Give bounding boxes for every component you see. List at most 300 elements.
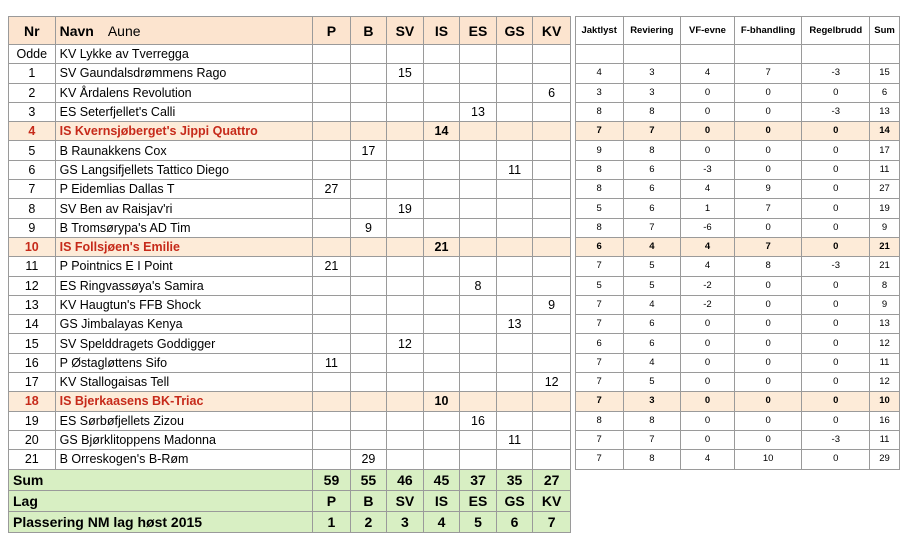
row-score-cell bbox=[496, 141, 533, 160]
row-nr: 1 bbox=[9, 64, 56, 83]
header-judge: Aune bbox=[107, 22, 141, 39]
header-row bbox=[9, 17, 900, 45]
row-result-cell: 8 bbox=[575, 160, 623, 179]
row-result-cell: 3 bbox=[623, 83, 681, 102]
row-score-cell bbox=[313, 199, 350, 218]
results-table bbox=[8, 16, 900, 533]
row-score-cell: 17 bbox=[350, 141, 386, 160]
row-score-cell bbox=[313, 160, 350, 179]
row-result-cell: 0 bbox=[681, 102, 735, 121]
footer-value: 37 bbox=[460, 469, 497, 490]
row-nr: 6 bbox=[9, 160, 56, 179]
row-result-cell: 0 bbox=[734, 353, 802, 372]
row-result-cell: 0 bbox=[802, 392, 870, 411]
row-result-cell: 0 bbox=[734, 218, 802, 237]
row-score-cell bbox=[460, 430, 497, 449]
row-score-cell bbox=[387, 237, 424, 256]
row-score-cell bbox=[460, 218, 497, 237]
row-result-cell: 7 bbox=[575, 295, 623, 314]
row-score-cell bbox=[387, 141, 424, 160]
row-score-cell bbox=[387, 315, 424, 334]
row-score-cell bbox=[313, 315, 350, 334]
row-score-cell bbox=[496, 64, 533, 83]
row-nr: 2 bbox=[9, 83, 56, 102]
row-nr: 19 bbox=[9, 411, 56, 430]
table-row bbox=[9, 276, 900, 295]
row-score-cell bbox=[350, 430, 386, 449]
row-result-cell: 4 bbox=[575, 64, 623, 83]
row-result-cell bbox=[681, 45, 735, 64]
row-result-cell: 7 bbox=[734, 199, 802, 218]
row-result-cell: 9 bbox=[870, 218, 900, 237]
row-result-cell: 7 bbox=[623, 218, 681, 237]
row-score-cell bbox=[496, 334, 533, 353]
row-score-cell bbox=[496, 237, 533, 256]
row-result-cell: -6 bbox=[681, 218, 735, 237]
row-nr: 5 bbox=[9, 141, 56, 160]
row-result-cell: 21 bbox=[870, 257, 900, 276]
row-nr: 17 bbox=[9, 373, 56, 392]
row-result-cell: -3 bbox=[802, 430, 870, 449]
row-score-cell bbox=[387, 276, 424, 295]
row-result-cell: 8 bbox=[623, 450, 681, 469]
row-result-cell bbox=[575, 45, 623, 64]
footer-blank bbox=[570, 511, 899, 532]
row-score-cell bbox=[496, 276, 533, 295]
row-score-cell bbox=[350, 257, 386, 276]
table-row bbox=[9, 122, 900, 141]
row-score-cell bbox=[423, 295, 459, 314]
row-result-cell: 3 bbox=[623, 392, 681, 411]
table-row bbox=[9, 45, 900, 64]
table-row bbox=[9, 64, 900, 83]
row-nr: Odde bbox=[9, 45, 56, 64]
row-score-cell bbox=[313, 392, 350, 411]
footer-value: 7 bbox=[533, 511, 571, 532]
row-result-cell: 0 bbox=[802, 450, 870, 469]
row-score-cell bbox=[387, 45, 424, 64]
row-score-cell bbox=[533, 122, 571, 141]
row-score-cell bbox=[423, 411, 459, 430]
row-nr: 12 bbox=[9, 276, 56, 295]
row-score-cell bbox=[350, 180, 386, 199]
row-score-cell bbox=[533, 102, 571, 121]
row-score-cell bbox=[313, 373, 350, 392]
row-score-cell bbox=[460, 83, 497, 102]
row-score-cell bbox=[350, 45, 386, 64]
row-result-cell: 0 bbox=[734, 430, 802, 449]
row-result-cell: 7 bbox=[575, 315, 623, 334]
footer-label: Plassering NM lag høst 2015 bbox=[9, 511, 313, 532]
row-score-cell bbox=[533, 199, 571, 218]
row-result-cell: 7 bbox=[734, 237, 802, 256]
footer-value: 4 bbox=[423, 511, 459, 532]
row-score-cell bbox=[313, 430, 350, 449]
row-result-cell: 0 bbox=[734, 122, 802, 141]
row-score-cell bbox=[533, 45, 571, 64]
header-team-6: KV bbox=[533, 17, 571, 45]
row-result-cell: 7 bbox=[575, 392, 623, 411]
row-nr: 20 bbox=[9, 430, 56, 449]
row-result-cell: 6 bbox=[623, 180, 681, 199]
row-score-cell: 12 bbox=[387, 334, 424, 353]
row-score-cell: 13 bbox=[460, 102, 497, 121]
row-result-cell: 6 bbox=[623, 160, 681, 179]
row-result-cell: 0 bbox=[802, 122, 870, 141]
footer-row bbox=[9, 469, 900, 490]
header-result-3: F-bhandling bbox=[734, 17, 802, 45]
footer-value: 45 bbox=[423, 469, 459, 490]
row-result-cell: 10 bbox=[870, 392, 900, 411]
row-result-cell: 7 bbox=[575, 353, 623, 372]
row-score-cell bbox=[533, 315, 571, 334]
row-score-cell bbox=[350, 411, 386, 430]
row-score-cell bbox=[423, 450, 459, 469]
row-result-cell: 0 bbox=[802, 295, 870, 314]
table-body bbox=[9, 17, 900, 533]
row-score-cell bbox=[313, 83, 350, 102]
footer-value: IS bbox=[423, 490, 459, 511]
row-result-cell: 9 bbox=[870, 295, 900, 314]
row-score-cell bbox=[313, 450, 350, 469]
row-result-cell: 15 bbox=[870, 64, 900, 83]
table-row bbox=[9, 141, 900, 160]
row-result-cell: 0 bbox=[734, 411, 802, 430]
row-score-cell bbox=[533, 430, 571, 449]
table-row bbox=[9, 411, 900, 430]
row-score-cell: 21 bbox=[423, 237, 459, 256]
row-result-cell: 8 bbox=[623, 102, 681, 121]
row-dog-name: IS Follsjøen's Emilie bbox=[55, 237, 313, 256]
row-result-cell: 13 bbox=[870, 102, 900, 121]
header-team-0: P bbox=[313, 17, 350, 45]
table-row bbox=[9, 102, 900, 121]
row-score-cell bbox=[496, 218, 533, 237]
row-result-cell: 0 bbox=[681, 334, 735, 353]
row-score-cell bbox=[350, 276, 386, 295]
row-score-cell bbox=[313, 218, 350, 237]
table-row bbox=[9, 218, 900, 237]
row-result-cell: 11 bbox=[870, 430, 900, 449]
table-row bbox=[9, 373, 900, 392]
footer-label: Sum bbox=[9, 469, 313, 490]
row-dog-name: P Eidemlias Dallas T bbox=[55, 180, 313, 199]
row-result-cell: 0 bbox=[734, 295, 802, 314]
row-score-cell bbox=[496, 392, 533, 411]
row-dog-name: IS Bjerkaasens BK-Triac bbox=[55, 392, 313, 411]
row-result-cell: 0 bbox=[802, 315, 870, 334]
footer-value: ES bbox=[460, 490, 497, 511]
row-result-cell: 0 bbox=[802, 411, 870, 430]
header-result-4: Regelbrudd bbox=[802, 17, 870, 45]
results-sheet bbox=[8, 16, 900, 533]
row-result-cell: 0 bbox=[734, 141, 802, 160]
row-result-cell: 5 bbox=[575, 276, 623, 295]
row-result-cell: 0 bbox=[734, 83, 802, 102]
row-result-cell: 19 bbox=[870, 199, 900, 218]
row-score-cell bbox=[460, 373, 497, 392]
row-score-cell: 10 bbox=[423, 392, 459, 411]
row-result-cell: 0 bbox=[802, 199, 870, 218]
row-score-cell: 19 bbox=[387, 199, 424, 218]
header-team-3: IS bbox=[423, 17, 459, 45]
row-result-cell: 8 bbox=[575, 218, 623, 237]
footer-value: GS bbox=[496, 490, 533, 511]
row-result-cell: 6 bbox=[623, 199, 681, 218]
row-result-cell: 4 bbox=[681, 64, 735, 83]
row-dog-name: KV Årdalens Revolution bbox=[55, 83, 313, 102]
row-score-cell bbox=[460, 450, 497, 469]
row-score-cell bbox=[350, 199, 386, 218]
row-result-cell: 12 bbox=[870, 373, 900, 392]
row-result-cell: 27 bbox=[870, 180, 900, 199]
row-score-cell: 6 bbox=[533, 83, 571, 102]
row-nr: 4 bbox=[9, 122, 56, 141]
header-name-cell bbox=[55, 17, 313, 45]
header-result-1: Reviering bbox=[623, 17, 681, 45]
row-result-cell: 4 bbox=[623, 295, 681, 314]
footer-value: KV bbox=[533, 490, 571, 511]
row-result-cell: 8 bbox=[575, 102, 623, 121]
row-score-cell bbox=[350, 315, 386, 334]
row-result-cell: 4 bbox=[623, 353, 681, 372]
row-score-cell: 15 bbox=[387, 64, 424, 83]
table-row bbox=[9, 160, 900, 179]
row-result-cell: 0 bbox=[681, 430, 735, 449]
row-dog-name: GS Bjørklitoppens Madonna bbox=[55, 430, 313, 449]
header-navn: Navn bbox=[59, 22, 94, 39]
row-score-cell bbox=[496, 257, 533, 276]
row-result-cell: 0 bbox=[734, 102, 802, 121]
footer-value: 46 bbox=[387, 469, 424, 490]
row-dog-name: B Tromsørypa's AD Tim bbox=[55, 218, 313, 237]
row-score-cell bbox=[387, 160, 424, 179]
row-score-cell bbox=[387, 353, 424, 372]
row-score-cell bbox=[496, 295, 533, 314]
row-score-cell bbox=[460, 392, 497, 411]
table-row bbox=[9, 392, 900, 411]
row-score-cell bbox=[533, 160, 571, 179]
row-score-cell bbox=[350, 334, 386, 353]
row-score-cell: 9 bbox=[350, 218, 386, 237]
header-team-1: B bbox=[350, 17, 386, 45]
row-nr: 10 bbox=[9, 237, 56, 256]
row-nr: 14 bbox=[9, 315, 56, 334]
row-nr: 15 bbox=[9, 334, 56, 353]
row-score-cell bbox=[496, 122, 533, 141]
row-score-cell bbox=[313, 141, 350, 160]
row-score-cell bbox=[313, 276, 350, 295]
row-score-cell bbox=[313, 45, 350, 64]
row-score-cell bbox=[460, 64, 497, 83]
row-score-cell bbox=[350, 160, 386, 179]
row-score-cell bbox=[460, 315, 497, 334]
row-nr: 11 bbox=[9, 257, 56, 276]
table-row bbox=[9, 353, 900, 372]
row-score-cell bbox=[460, 122, 497, 141]
row-result-cell: 5 bbox=[575, 199, 623, 218]
row-score-cell bbox=[423, 353, 459, 372]
row-result-cell: 7 bbox=[575, 122, 623, 141]
row-score-cell: 14 bbox=[423, 122, 459, 141]
row-result-cell: -3 bbox=[802, 257, 870, 276]
row-result-cell: 7 bbox=[575, 450, 623, 469]
row-score-cell bbox=[423, 334, 459, 353]
row-score-cell bbox=[350, 102, 386, 121]
row-score-cell bbox=[533, 334, 571, 353]
header-team-4: ES bbox=[460, 17, 497, 45]
row-score-cell bbox=[313, 122, 350, 141]
row-score-cell: 11 bbox=[496, 160, 533, 179]
row-result-cell: 5 bbox=[623, 257, 681, 276]
footer-value: 3 bbox=[387, 511, 424, 532]
table-row bbox=[9, 83, 900, 102]
row-score-cell bbox=[496, 83, 533, 102]
footer-row bbox=[9, 490, 900, 511]
row-score-cell bbox=[313, 295, 350, 314]
row-dog-name: ES Sørbøfjellets Zizou bbox=[55, 411, 313, 430]
header-result-0: Jaktlyst bbox=[575, 17, 623, 45]
row-result-cell: 16 bbox=[870, 411, 900, 430]
row-score-cell bbox=[350, 295, 386, 314]
row-dog-name: KV Haugtun's FFB Shock bbox=[55, 295, 313, 314]
row-score-cell: 21 bbox=[313, 257, 350, 276]
row-score-cell bbox=[387, 392, 424, 411]
row-score-cell bbox=[533, 392, 571, 411]
row-score-cell bbox=[387, 430, 424, 449]
header-nr: Nr bbox=[9, 17, 56, 45]
footer-value: P bbox=[313, 490, 350, 511]
row-score-cell: 29 bbox=[350, 450, 386, 469]
row-result-cell: 6 bbox=[870, 83, 900, 102]
row-score-cell: 11 bbox=[496, 430, 533, 449]
row-result-cell bbox=[734, 45, 802, 64]
row-result-cell: 0 bbox=[681, 141, 735, 160]
row-result-cell: 17 bbox=[870, 141, 900, 160]
row-score-cell bbox=[313, 102, 350, 121]
row-score-cell bbox=[460, 199, 497, 218]
row-result-cell: 7 bbox=[734, 64, 802, 83]
row-result-cell: 4 bbox=[681, 450, 735, 469]
row-score-cell bbox=[460, 295, 497, 314]
row-score-cell bbox=[533, 237, 571, 256]
footer-value: B bbox=[350, 490, 386, 511]
table-row bbox=[9, 430, 900, 449]
row-dog-name: SV Gaundalsdrømmens Rago bbox=[55, 64, 313, 83]
row-score-cell bbox=[387, 122, 424, 141]
row-result-cell: 0 bbox=[681, 122, 735, 141]
row-score-cell: 27 bbox=[313, 180, 350, 199]
footer-value: 5 bbox=[460, 511, 497, 532]
row-score-cell bbox=[387, 411, 424, 430]
row-dog-name: P Østagløttens Sifo bbox=[55, 353, 313, 372]
row-score-cell bbox=[423, 218, 459, 237]
row-score-cell bbox=[387, 257, 424, 276]
row-result-cell: 12 bbox=[870, 334, 900, 353]
row-result-cell: 0 bbox=[681, 373, 735, 392]
row-result-cell: -2 bbox=[681, 295, 735, 314]
row-result-cell bbox=[623, 45, 681, 64]
row-result-cell bbox=[802, 45, 870, 64]
row-result-cell: 0 bbox=[681, 353, 735, 372]
row-score-cell bbox=[533, 218, 571, 237]
row-result-cell: 8 bbox=[623, 411, 681, 430]
row-score-cell bbox=[387, 102, 424, 121]
table-row bbox=[9, 257, 900, 276]
row-score-cell bbox=[350, 353, 386, 372]
row-result-cell: 3 bbox=[575, 83, 623, 102]
row-score-cell: 9 bbox=[533, 295, 571, 314]
row-score-cell: 8 bbox=[460, 276, 497, 295]
row-dog-name: ES Seterfjellet's Calli bbox=[55, 102, 313, 121]
row-score-cell bbox=[460, 237, 497, 256]
row-result-cell: -2 bbox=[681, 276, 735, 295]
row-score-cell bbox=[423, 199, 459, 218]
row-score-cell bbox=[460, 141, 497, 160]
row-dog-name: P Pointnics E I Point bbox=[55, 257, 313, 276]
row-score-cell bbox=[387, 295, 424, 314]
row-dog-name: KV Stallogaisas Tell bbox=[55, 373, 313, 392]
row-result-cell: 4 bbox=[681, 257, 735, 276]
row-score-cell bbox=[533, 276, 571, 295]
footer-value: SV bbox=[387, 490, 424, 511]
row-score-cell bbox=[423, 160, 459, 179]
row-score-cell bbox=[496, 45, 533, 64]
row-result-cell: 7 bbox=[623, 430, 681, 449]
row-result-cell: -3 bbox=[802, 102, 870, 121]
footer-value: 55 bbox=[350, 469, 386, 490]
row-result-cell: 29 bbox=[870, 450, 900, 469]
row-score-cell bbox=[460, 334, 497, 353]
row-nr: 8 bbox=[9, 199, 56, 218]
row-dog-name: ES Ringvassøya's Samira bbox=[55, 276, 313, 295]
row-nr: 3 bbox=[9, 102, 56, 121]
row-score-cell: 13 bbox=[496, 315, 533, 334]
table-row bbox=[9, 315, 900, 334]
row-result-cell: 8 bbox=[575, 180, 623, 199]
row-result-cell: 6 bbox=[575, 237, 623, 256]
footer-label: Lag bbox=[9, 490, 313, 511]
row-score-cell bbox=[460, 45, 497, 64]
row-score-cell bbox=[350, 64, 386, 83]
row-score-cell bbox=[460, 257, 497, 276]
row-score-cell bbox=[533, 141, 571, 160]
row-result-cell: 0 bbox=[802, 160, 870, 179]
row-score-cell bbox=[423, 430, 459, 449]
row-result-cell: 8 bbox=[734, 257, 802, 276]
row-score-cell bbox=[496, 450, 533, 469]
row-result-cell: 10 bbox=[734, 450, 802, 469]
row-result-cell: 0 bbox=[802, 83, 870, 102]
row-dog-name: SV Spelddragets Goddigger bbox=[55, 334, 313, 353]
row-result-cell: 5 bbox=[623, 373, 681, 392]
row-score-cell bbox=[423, 276, 459, 295]
footer-blank bbox=[570, 490, 899, 511]
row-result-cell: 6 bbox=[623, 315, 681, 334]
table-row bbox=[9, 450, 900, 469]
row-dog-name: GS Jimbalayas Kenya bbox=[55, 315, 313, 334]
footer-value: 1 bbox=[313, 511, 350, 532]
row-score-cell bbox=[460, 353, 497, 372]
row-score-cell bbox=[387, 373, 424, 392]
row-nr: 7 bbox=[9, 180, 56, 199]
row-score-cell bbox=[350, 373, 386, 392]
row-score-cell bbox=[350, 122, 386, 141]
table-row bbox=[9, 199, 900, 218]
footer-value: 35 bbox=[496, 469, 533, 490]
row-result-cell: 0 bbox=[734, 160, 802, 179]
row-score-cell bbox=[423, 315, 459, 334]
